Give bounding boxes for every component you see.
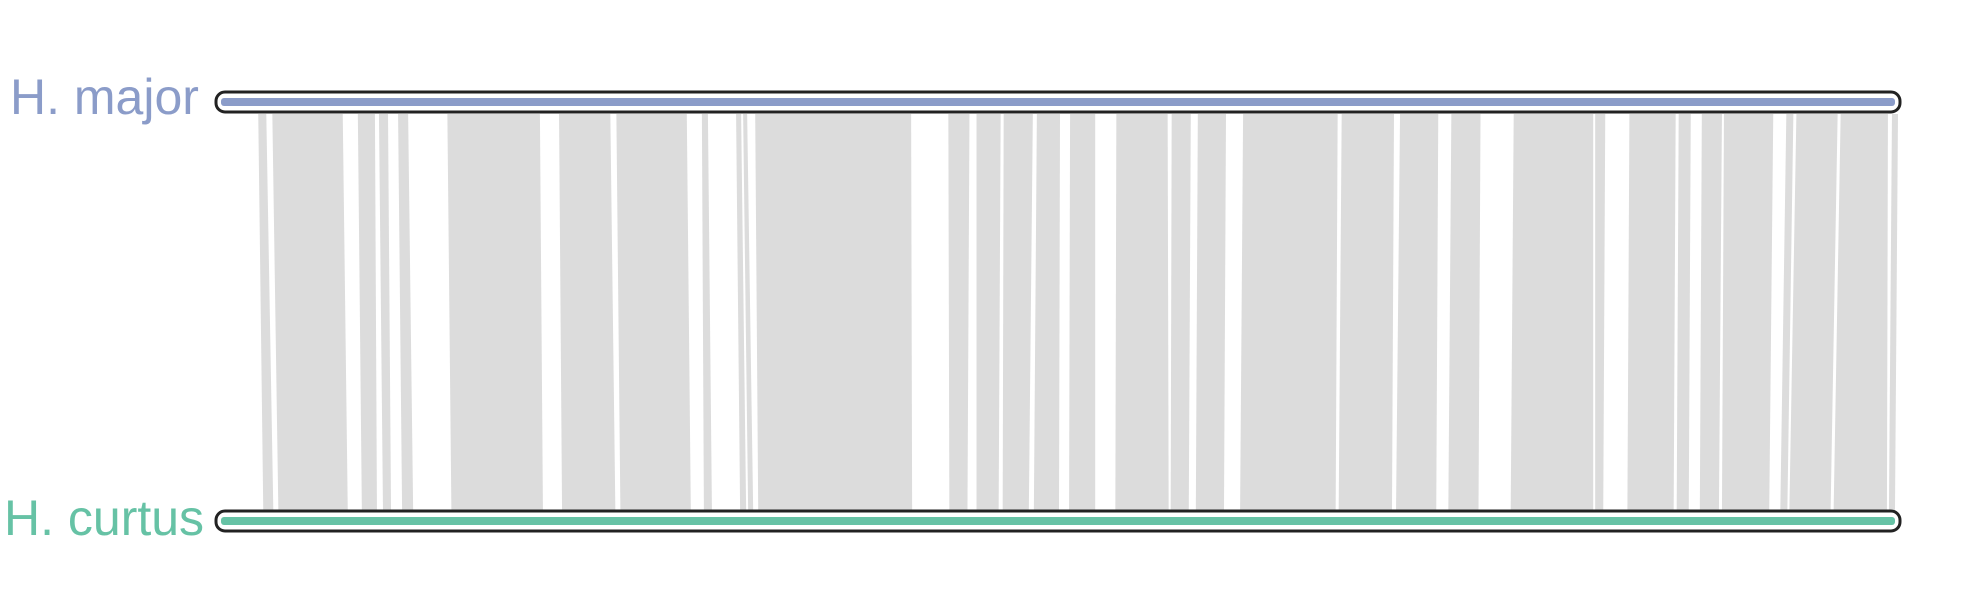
genome-label-h-major: H. major (10, 69, 199, 125)
genome-label-h-curtus: H. curtus (4, 490, 205, 546)
synteny-block-33 (1834, 114, 1888, 511)
synteny-block-14 (977, 114, 1001, 511)
synteny-block-25 (1511, 114, 1593, 511)
synteny-block-5 (398, 114, 413, 511)
synteny-block-30 (1722, 114, 1773, 511)
synteny-block-12 (755, 114, 912, 511)
synteny-block-9 (702, 114, 712, 511)
synteny-block-15 (1003, 114, 1033, 511)
synteny-block-1 (258, 114, 273, 511)
synteny-block-2 (272, 114, 347, 511)
synteny-block-8 (616, 114, 690, 511)
synteny-block-26 (1595, 114, 1605, 511)
synteny-block-32 (1789, 114, 1837, 511)
synteny-block-7 (559, 114, 615, 511)
synteny-block-4 (379, 114, 391, 511)
synteny-block-16 (1034, 114, 1060, 511)
synteny-block-21 (1240, 114, 1338, 511)
chromosome-track-h-curtus (216, 511, 1900, 531)
synteny-block-19 (1171, 114, 1191, 511)
synteny-block-34 (1889, 114, 1898, 511)
synteny-block-18 (1115, 114, 1168, 511)
synteny-block-17 (1069, 114, 1095, 511)
chromosome-track-h-major (216, 92, 1900, 112)
synteny-block-28 (1677, 114, 1691, 511)
synteny-block-24 (1448, 114, 1480, 511)
synteny-block-27 (1627, 114, 1675, 511)
synteny-block-20 (1196, 114, 1226, 511)
synteny-block-3 (358, 114, 377, 511)
synteny-links (258, 114, 1898, 511)
synteny-block-29 (1700, 114, 1722, 511)
synteny-block-23 (1396, 114, 1438, 511)
synteny-block-22 (1339, 114, 1394, 511)
synteny-block-13 (948, 114, 969, 511)
synteny-block-6 (447, 114, 543, 511)
